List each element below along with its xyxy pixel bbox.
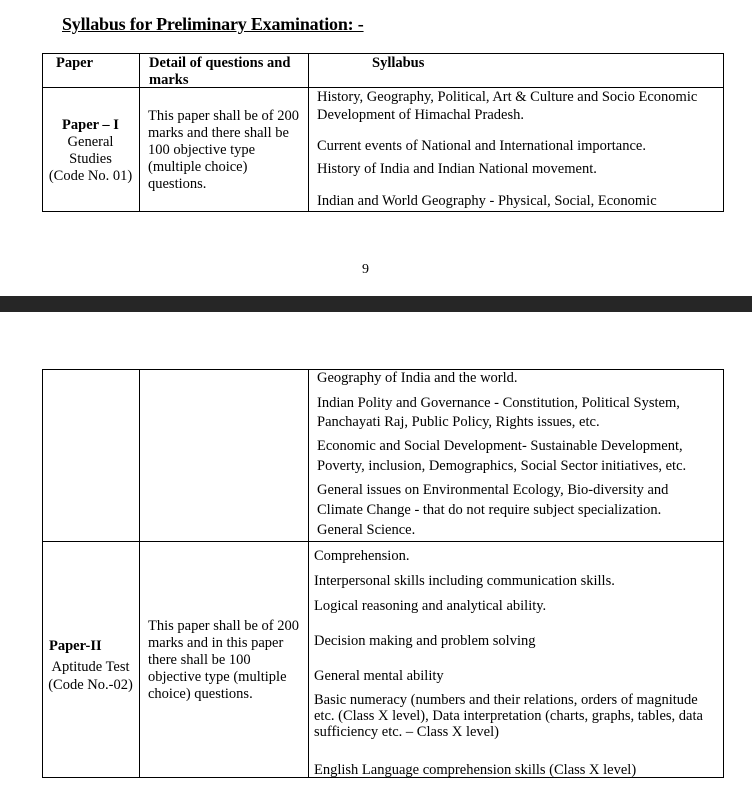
detail-line: objective type (multiple <box>148 669 287 685</box>
paper-subject: Studies <box>69 151 112 167</box>
detail-line: there shall be 100 <box>148 652 251 668</box>
page-separator <box>0 296 752 312</box>
detail-line: marks and there shall be <box>148 125 289 141</box>
syllabus-line: etc. (Class X level), Data interpretation (charts, graphs, tables, data <box>314 708 703 724</box>
header-paper: Paper <box>56 55 94 71</box>
syllabus-line: Geography of India and the world. <box>317 370 518 386</box>
column-divider <box>308 53 309 212</box>
syllabus-line: Logical reasoning and analytical ability. <box>314 598 547 614</box>
paper-code: (Code No. 01) <box>48 168 133 184</box>
column-divider <box>139 53 140 212</box>
syllabus-line: Decision making and problem solving <box>314 633 536 649</box>
detail-line: choice) questions. <box>148 686 253 702</box>
detail-line: (multiple choice) <box>148 159 248 175</box>
syllabus-line: History of India and Indian National movement. <box>317 161 597 177</box>
column-divider <box>139 369 140 778</box>
detail-line: 100 objective type <box>148 142 256 158</box>
page-title: Syllabus for Preliminary Examination: - <box>62 14 364 34</box>
syllabus-line: History, Geography, Political, Art & Culture and Socio Economic <box>317 89 698 105</box>
syllabus-line: Interpersonal skills including communication skills. <box>314 573 615 589</box>
header-divider <box>42 87 724 88</box>
syllabus-line: Development of Himachal Pradesh. <box>317 107 524 123</box>
syllabus-line: Comprehension. <box>314 548 410 564</box>
detail-line: questions. <box>148 176 207 192</box>
paper-title: Paper-II <box>49 638 102 654</box>
detail-line: marks and in this paper <box>148 635 284 651</box>
header-detail: marks <box>149 72 189 88</box>
row-divider <box>42 541 724 542</box>
syllabus-line: Indian and World Geography - Physical, Social, Economic <box>317 193 657 209</box>
table-border <box>42 53 724 212</box>
syllabus-line: Economic and Social Development- Sustainable Development, <box>317 438 683 454</box>
syllabus-line: General issues on Environmental Ecology, Bio-diversity and <box>317 482 669 498</box>
paper-subject: Aptitude Test <box>51 659 130 675</box>
paper-subject: General <box>67 134 114 150</box>
syllabus-line: English Language comprehension skills (Class X level) <box>314 762 637 778</box>
syllabus-line: Panchayati Raj, Public Policy, Rights issues, etc. <box>317 414 600 430</box>
page-number: 9 <box>362 262 369 277</box>
syllabus-line: sufficiency etc. – Class X level) <box>314 724 499 740</box>
syllabus-line: Climate Change - that do not require subject specialization. <box>317 502 662 518</box>
column-divider <box>308 369 309 778</box>
detail-line: This paper shall be of 200 <box>148 108 300 124</box>
syllabus-line: General mental ability <box>314 668 444 684</box>
syllabus-line: Indian Polity and Governance - Constitution, Political System, <box>317 395 680 411</box>
header-detail: Detail of questions and <box>149 55 291 71</box>
paper-code: (Code No.-02) <box>48 677 133 693</box>
detail-line: This paper shall be of 200 <box>148 618 300 634</box>
header-syllabus: Syllabus <box>372 55 425 71</box>
syllabus-line: Poverty, inclusion, Demographics, Social Sector initiatives, etc. <box>317 458 687 474</box>
syllabus-line: Current events of National and International importance. <box>317 138 646 154</box>
paper-title: Paper – I <box>62 117 119 133</box>
syllabus-line: General Science. <box>317 522 416 538</box>
syllabus-line: Basic numeracy (numbers and their relations, orders of magnitude <box>314 692 698 708</box>
